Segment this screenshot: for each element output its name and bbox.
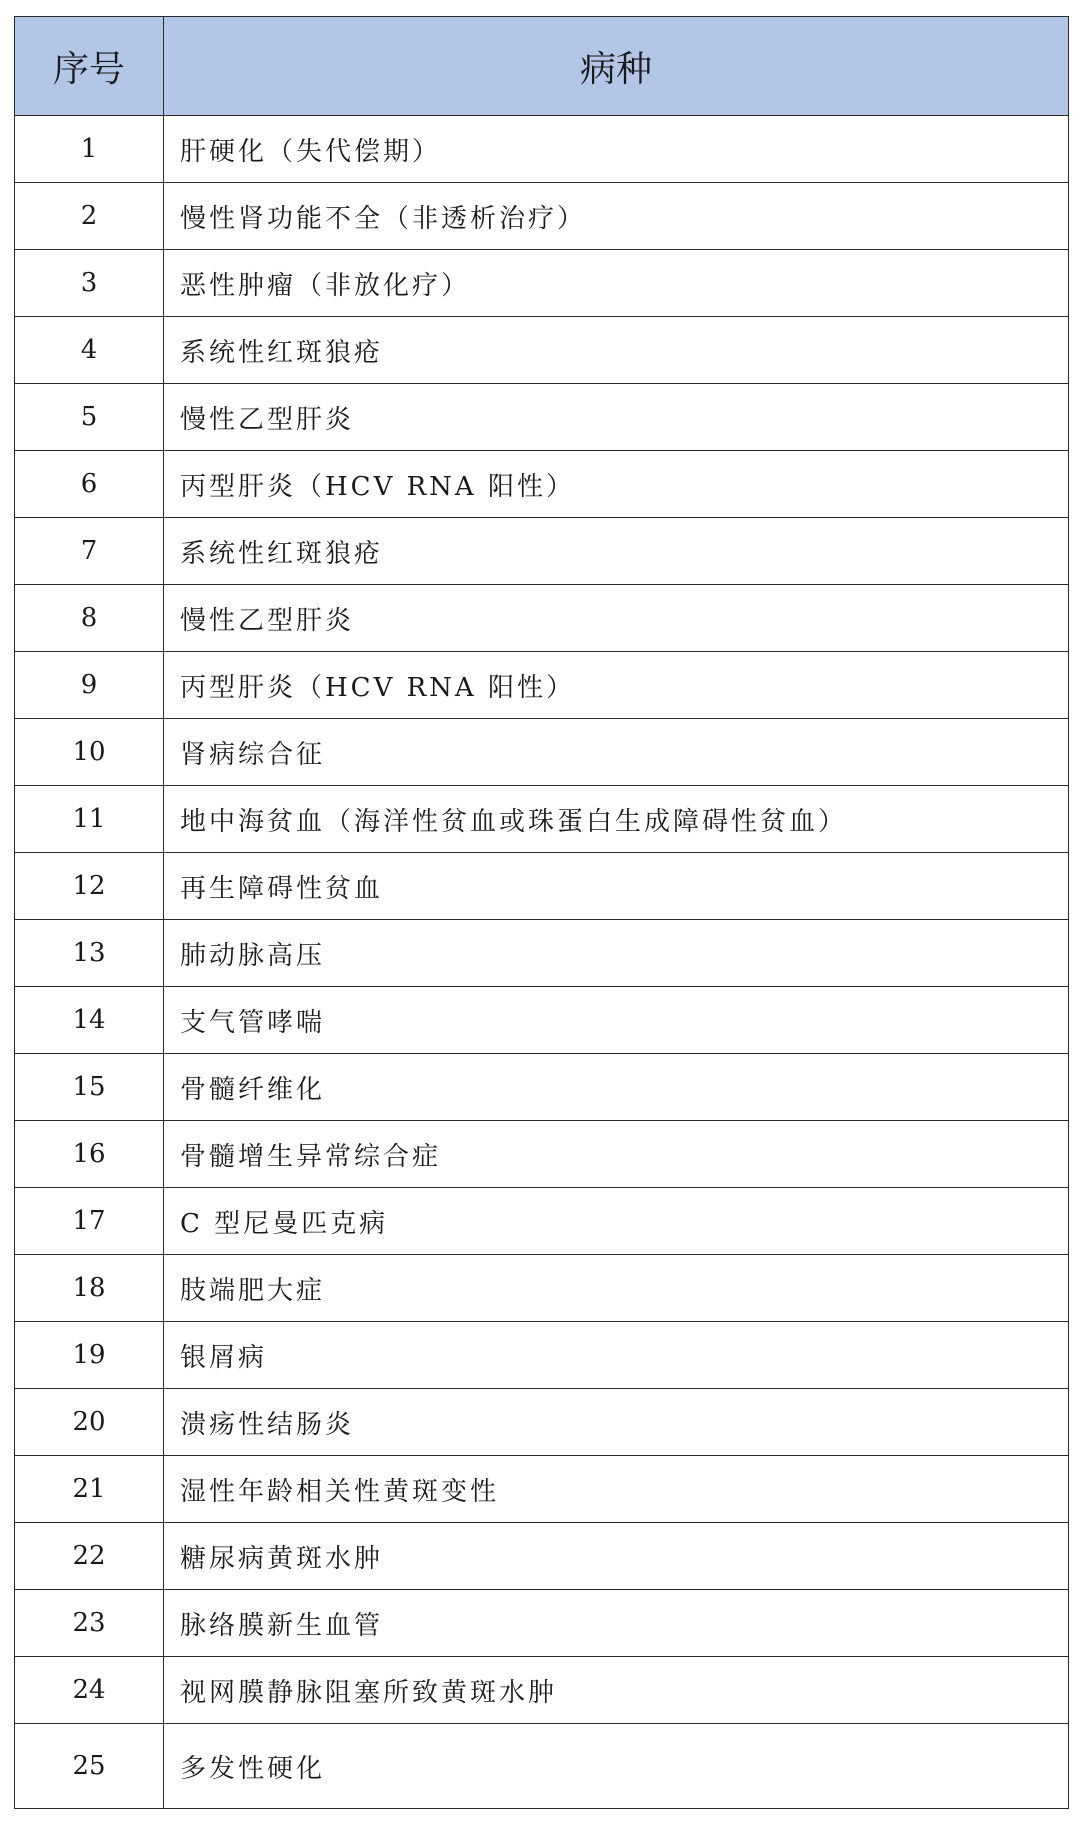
row-index-cell: 17 xyxy=(15,1188,164,1255)
table-row xyxy=(15,786,1069,853)
disease-name-cell: 丙型肝炎（HCV RNA 阳性） xyxy=(164,451,1069,518)
table-row xyxy=(15,853,1069,920)
table-row xyxy=(15,250,1069,317)
table-row xyxy=(15,719,1069,786)
table-row xyxy=(15,1590,1069,1657)
table-row xyxy=(15,1456,1069,1523)
disease-name-cell: 湿性年龄相关性黄斑变性 xyxy=(164,1456,1069,1523)
row-index-cell: 23 xyxy=(15,1590,164,1657)
row-index-cell: 25 xyxy=(15,1724,164,1809)
table-row xyxy=(15,652,1069,719)
table-row xyxy=(15,1657,1069,1724)
disease-name-cell: 骨髓纤维化 xyxy=(164,1054,1069,1121)
column-header-index: 序号 xyxy=(15,17,164,116)
disease-name-cell: 地中海贫血（海洋性贫血或珠蛋白生成障碍性贫血） xyxy=(164,786,1069,853)
disease-name-cell: 多发性硬化 xyxy=(164,1724,1069,1809)
row-index-cell: 6 xyxy=(15,451,164,518)
row-index-cell: 2 xyxy=(15,183,164,250)
disease-name-cell: C 型尼曼匹克病 xyxy=(164,1188,1069,1255)
disease-name-cell: 肢端肥大症 xyxy=(164,1255,1069,1322)
table-row xyxy=(15,518,1069,585)
disease-name-cell: 肾病综合征 xyxy=(164,719,1069,786)
row-index-cell: 9 xyxy=(15,652,164,719)
table-row xyxy=(15,1523,1069,1590)
table-row xyxy=(15,1054,1069,1121)
row-index-cell: 3 xyxy=(15,250,164,317)
row-index-cell: 15 xyxy=(15,1054,164,1121)
row-index-cell: 24 xyxy=(15,1657,164,1724)
row-index-cell: 22 xyxy=(15,1523,164,1590)
disease-name-cell: 肝硬化（失代偿期） xyxy=(164,116,1069,183)
disease-name-cell: 骨髓增生异常综合症 xyxy=(164,1121,1069,1188)
row-index-cell: 7 xyxy=(15,518,164,585)
table-row xyxy=(15,317,1069,384)
row-index-cell: 13 xyxy=(15,920,164,987)
disease-name-cell: 系统性红斑狼疮 xyxy=(164,317,1069,384)
row-index-cell: 1 xyxy=(15,116,164,183)
table-row xyxy=(15,585,1069,652)
row-index-cell: 21 xyxy=(15,1456,164,1523)
table-body xyxy=(15,116,1069,1809)
disease-name-cell: 糖尿病黄斑水肿 xyxy=(164,1523,1069,1590)
disease-name-cell: 丙型肝炎（HCV RNA 阳性） xyxy=(164,652,1069,719)
table-row xyxy=(15,183,1069,250)
row-index-cell: 18 xyxy=(15,1255,164,1322)
row-index-cell: 16 xyxy=(15,1121,164,1188)
table-row xyxy=(15,116,1069,183)
row-index-cell: 14 xyxy=(15,987,164,1054)
disease-list-document xyxy=(14,16,1068,1809)
row-index-cell: 10 xyxy=(15,719,164,786)
disease-name-cell: 慢性乙型肝炎 xyxy=(164,585,1069,652)
disease-table xyxy=(14,16,1069,1809)
header-row xyxy=(15,17,1069,116)
row-index-cell: 12 xyxy=(15,853,164,920)
disease-name-cell: 再生障碍性贫血 xyxy=(164,853,1069,920)
table-row xyxy=(15,451,1069,518)
disease-name-cell: 溃疡性结肠炎 xyxy=(164,1389,1069,1456)
table-row xyxy=(15,1322,1069,1389)
disease-name-cell: 银屑病 xyxy=(164,1322,1069,1389)
disease-name-cell: 恶性肿瘤（非放化疗） xyxy=(164,250,1069,317)
table-row xyxy=(15,1724,1069,1809)
table-header xyxy=(15,17,1069,116)
table-row xyxy=(15,1255,1069,1322)
row-index-cell: 11 xyxy=(15,786,164,853)
table-row xyxy=(15,1121,1069,1188)
row-index-cell: 19 xyxy=(15,1322,164,1389)
disease-name-cell: 肺动脉高压 xyxy=(164,920,1069,987)
row-index-cell: 4 xyxy=(15,317,164,384)
disease-name-cell: 慢性肾功能不全（非透析治疗） xyxy=(164,183,1069,250)
table-row xyxy=(15,384,1069,451)
row-index-cell: 5 xyxy=(15,384,164,451)
table-row xyxy=(15,1188,1069,1255)
disease-name-cell: 慢性乙型肝炎 xyxy=(164,384,1069,451)
column-header-disease: 病种 xyxy=(164,17,1069,116)
row-index-cell: 20 xyxy=(15,1389,164,1456)
table-row xyxy=(15,987,1069,1054)
disease-name-cell: 视网膜静脉阻塞所致黄斑水肿 xyxy=(164,1657,1069,1724)
row-index-cell: 8 xyxy=(15,585,164,652)
disease-name-cell: 系统性红斑狼疮 xyxy=(164,518,1069,585)
table-row xyxy=(15,1389,1069,1456)
disease-name-cell: 支气管哮喘 xyxy=(164,987,1069,1054)
disease-name-cell: 脉络膜新生血管 xyxy=(164,1590,1069,1657)
table-row xyxy=(15,920,1069,987)
